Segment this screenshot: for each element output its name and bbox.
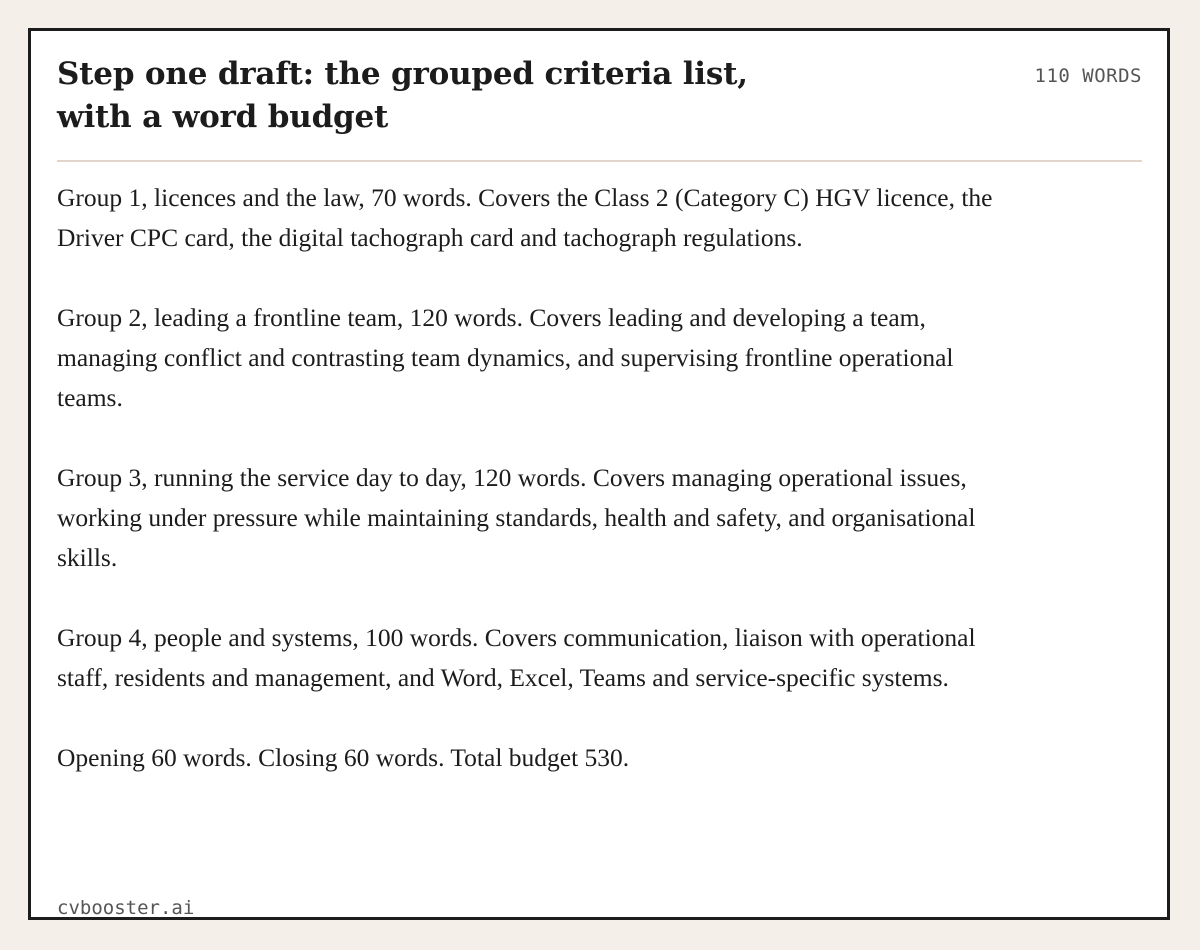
card-body [57,178,1017,778]
paragraph-group-1: Group 1, licences and the law, 70 words. Covers the Class 2 (Category C) HGV licence, the Driver CPC card, the digital tachograph card and tachograph regulations. [57,183,993,252]
header-divider [57,160,1142,162]
paragraph-budget-summary: Opening 60 words. Closing 60 words. Total budget 530. [57,743,630,772]
card-title: Step one draft: the grouped criteria list, with a word budget [57,56,748,135]
paragraph-group-3: Group 3, running the service day to day, 120 words. Covers managing operational issues, working under pressure while maintaining standards, health and safety, and organisational skills. [57,463,976,572]
word-count-label: 110 WORDS [1034,65,1142,87]
paragraph-group-4: Group 4, people and systems, 100 words. Covers communication, liaison with operational staff, residents and management, and Word, Excel, Teams and service-specific systems. [57,623,976,692]
draft-card [28,28,1170,920]
paragraph-group-2: Group 2, leading a frontline team, 120 words. Covers leading and developing a team, managing conflict and contrasting team dynamics, and supervising frontline operational teams. [57,303,954,412]
footer-brand: cvbooster.ai [57,897,195,919]
